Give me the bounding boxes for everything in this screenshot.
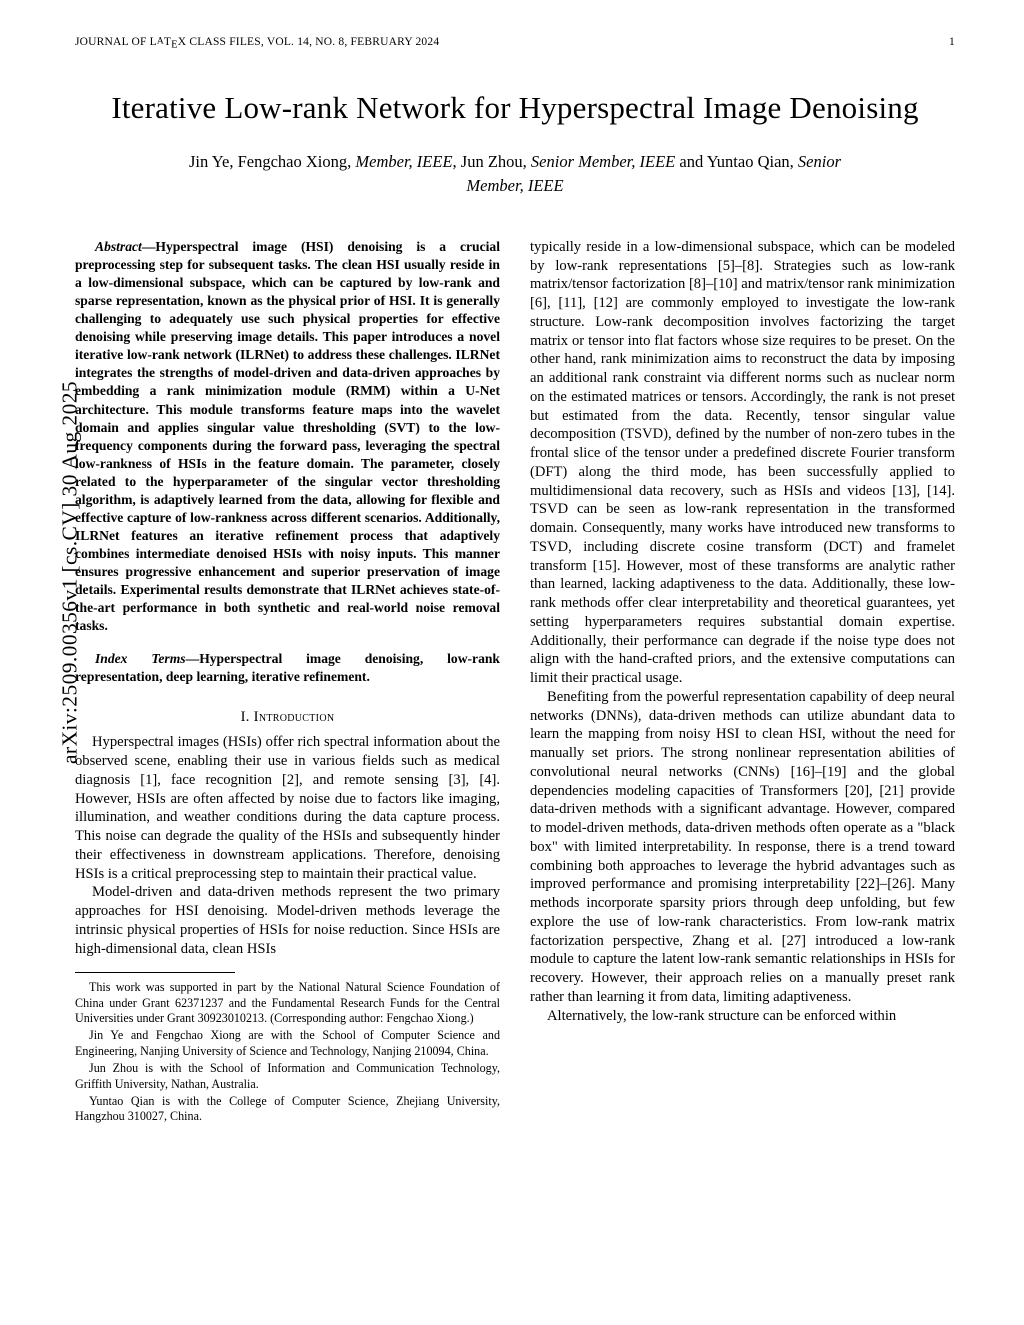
running-head bbox=[75, 36, 955, 50]
footnote-item: This work was supported in part by the National Natural Science Foundation of China under Grant 62371237 and the Fundamental Research Funds for the Central Universities under Grant 30923010213. (Corresponding author: Fengchao Xiong.) bbox=[75, 980, 500, 1026]
page-number: 1 bbox=[949, 36, 955, 48]
page-title: Iterative Low-rank Network for Hyperspectral Image Denoising bbox=[111, 90, 919, 126]
running-head-left: JOURNAL OF LATEX CLASS FILES, VOL. 14, NO. 8, FEBRUARY 2024 bbox=[75, 36, 440, 51]
footnotes bbox=[75, 980, 500, 1124]
author-list: Jin Ye, Fengchao Xiong, Member, IEEE, Jun Zhou, Senior Member, IEEE and Yuntao Qian, Senior Member, IEEE bbox=[189, 151, 841, 195]
paragraph: Model-driven and data-driven methods represent the two primary approaches for HSI denoising. Model-driven methods leverage the intrinsic physical properties of HSIs for noise reduction. Since HSIs are high-dimensional data, clean HSIs bbox=[75, 884, 500, 957]
abstract-dash: — bbox=[141, 238, 156, 254]
footnote-rule bbox=[75, 972, 235, 973]
arxiv-stamp: arXiv:2509.00356v1 [cs.CV] 30 Aug 2025 bbox=[57, 380, 82, 765]
two-column-body bbox=[75, 238, 955, 1127]
index-terms bbox=[75, 650, 500, 686]
abstract-text: Hyperspectral image (HSI) denoising is a crucial preprocessing step for subsequent tasks. The clean HSI usually reside in a low-dimensional subspace, which can be captured by low-rank and sparse representation, known as the physical prior of HSI. It is generally challenging to adequately use such physical properties for effective denoising while preserving image details. This paper introduces a novel iterative low-rank network (ILRNet) to address these challenges. ILRNet integrates the strengths of model-driven and data-driven approaches by embedding a rank minimization module (RMM) within a U-Net architecture. This module transforms feature maps into the wavelet domain and applies singular value thresholding (SVT) to the low-frequency components during the forward pass, leveraging the spectral low-rankness of HSIs in the feature domain. The parameter, closely related to the hyperparameter of the singular vector thresholding algorithm, is adaptively learned from the data, allowing for flexible and effective capture of low-rankness across different scenarios. Additionally, ILRNet features an iterative refinement process that adaptively combines intermediate denoised HSIs with noisy inputs. This manner ensures progressive enhancement and superior preservation of image details. Experimental results demonstrate that ILRNet achieves state-of-the-art performance in both synthetic and real-world noise removal tasks. bbox=[75, 238, 500, 634]
right-column bbox=[530, 238, 955, 1127]
paragraph: Hyperspectral images (HSIs) offer rich spectral information about the observed scene, enabling their use in various fields such as medical diagnosis [1], face recognition [2], and remote sensing [3], [4]. However, HSIs are often affected by noise due to factors like imaging, illumination, and weather conditions during the data capture process. This noise can degrade the quality of the HSIs and subsequently hinder their effectiveness in downstream applications. Therefore, denoising HSIs is a critical preprocessing step to maintain their practical value. bbox=[75, 734, 500, 882]
abstract-label: Abstract bbox=[95, 238, 142, 254]
abstract bbox=[75, 238, 500, 636]
section-heading-introduction: I. Introduction bbox=[240, 708, 335, 725]
paragraph: Alternatively, the low-rank structure can be enforced within bbox=[547, 1007, 897, 1024]
paragraph: Benefiting from the powerful representation capability of deep neural networks (DNNs), data-driven methods can utilize abundant data to learn the mapping from noisy HSI to clean HSI, without the need for manually set priors. The strong nonlinear representation abilities of convolutional neural networks (CNNs) [16]–[19] and the global dependencies modeling capacities of Transformers [20], [21] provide data-driven methods with a significant advantage. However, compared to model-driven methods, data-driven methods often operate as a "black box" with limited interpretability. In response, there is a trend toward combining both approaches to leverage the hybrid advantages such as improved performance and promising interpretability [22]–[26]. Many methods incorporate sparsity priors through deep unfolding, but few explore the use of low-rank characteristics. From low-rank matrix factorization perspective, Zhang et al. [27] introduced a low-rank module to capture the latent low-rank semantic relationships in HSIs for recovery. However, their approach relies on a manually preset rank rather than learning it from data, limiting adaptiveness. bbox=[530, 688, 955, 1005]
index-terms-dash: — bbox=[185, 650, 200, 666]
footnote-item: Jun Zhou is with the School of Information and Communication Technology, Griffith University, Nathan, Australia. bbox=[75, 1061, 500, 1091]
paragraph: typically reside in a low-dimensional subspace, which can be modeled by low-rank representations [5]–[8]. Strategies such as low-rank matrix/tensor factorization [8]–[10] and matrix/tensor rank minimization [6], [11], [12] are commonly employed to investigate the low-rank structure. Low-rank decomposition involves factorizing the target matrix or tensor into flat factors whose size requires to be preset. On the other hand, rank minimization aims to reconstruct the data by imposing an additional rank constraint via different norms such as nuclear norm on the estimated matrices or tensors. Accordingly, the rank is not preset but estimated from the data. Recently, tensor singular value decomposition (TSVD), defined by the number of non-zero tubes in the frontal slice of the tensor under a predefined discrete Fourier transform (DFT) along the third mode, has been successfully applied to multidimensional data recovery, such as HSIs and videos [13], [14]. TSVD can be seen as low-rank representation in the transformed domain. Consequently, many works have introduced new transforms to TSVD, including discrete cosine transform (DCT) and framelet transform [15]. However, most of these transforms are analytic rather than learned, lacking adaptiveness to the data. Additionally, these low-rank methods offer clear interpretability and theoretical guarantees, yet setting hyperparameters requires substantial domain expertise. Additionally, their performance can degrade if the noise type does not align with the hand-crafted priors, and the extensive computations can limit their practical usage. bbox=[530, 238, 955, 687]
footnote-item: Yuntao Qian is with the College of Computer Science, Zhejiang University, Hangzhou 310027, China. bbox=[75, 1093, 500, 1124]
index-terms-text: Hyperspectral image denoising, low-rank representation, deep learning, iterative refinement. bbox=[75, 650, 500, 684]
left-column bbox=[75, 238, 500, 1127]
index-terms-label: Index Terms bbox=[95, 650, 186, 666]
footnote-item: Jin Ye and Fengchao Xiong are with the School of Computer Science and Engineering, Nanjing University of Science and Technology, Nanjing 210094, China. bbox=[75, 1028, 500, 1058]
page-sheet bbox=[75, 36, 955, 1286]
